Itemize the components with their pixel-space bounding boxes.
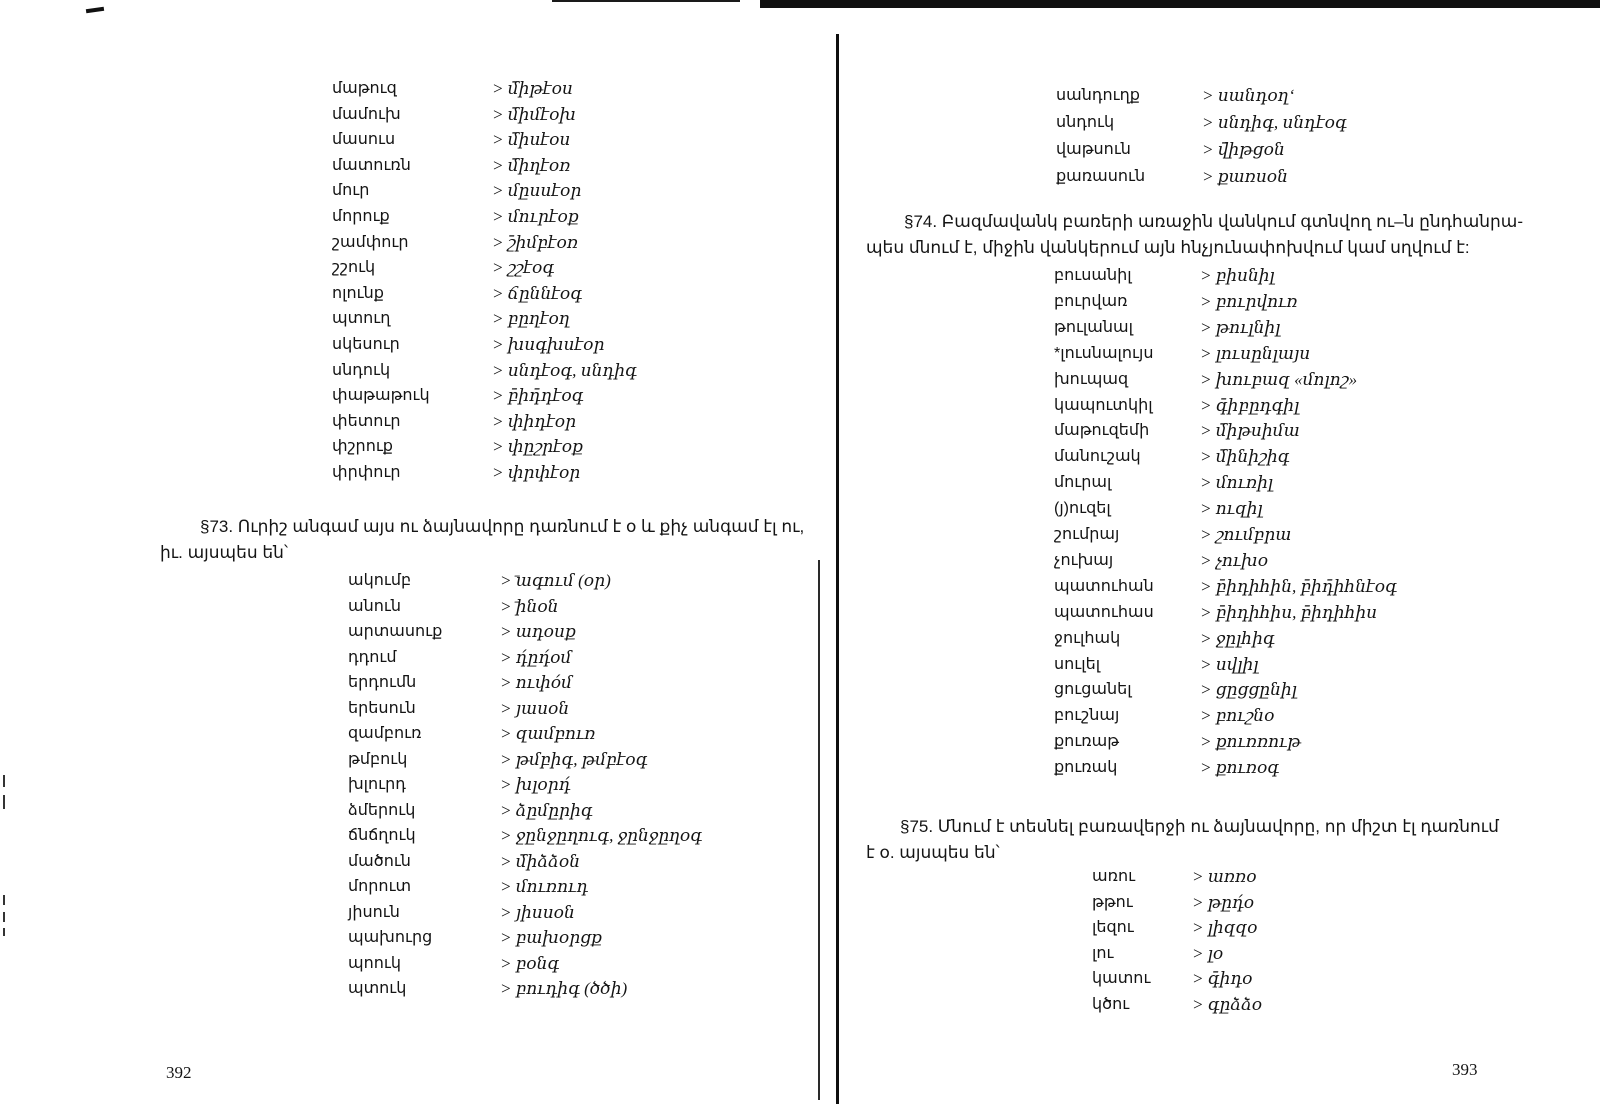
source-word: սուլել bbox=[1054, 656, 1101, 673]
dialect-form: > թուլնիլ bbox=[1200, 318, 1281, 337]
book-spine bbox=[836, 34, 839, 1104]
paragraph-75-line-2: է օ. այսպես են՝ bbox=[866, 843, 1000, 862]
source-word: մուրալ bbox=[1054, 474, 1112, 491]
source-word: ոլունք bbox=[332, 285, 384, 302]
paragraph-74-line-2: պես մնում է, միջին վանկերում այն հնչյունափոխվում կամ սղվում է: bbox=[866, 238, 1470, 257]
source-word: շամփուր bbox=[332, 234, 409, 251]
source-word: մուր bbox=[332, 182, 370, 199]
dialect-form: > դ́ըդ́օմ bbox=[500, 648, 572, 667]
dialect-form: > ձըմըրիգ bbox=[500, 801, 593, 820]
dialect-form: > գ̄իդօ bbox=[1192, 969, 1253, 988]
source-word: մանուշակ bbox=[1054, 448, 1141, 465]
source-word: պատուհան bbox=[1054, 578, 1154, 595]
source-word: սնդուկ bbox=[1056, 114, 1115, 131]
source-word: կապուտկիլ bbox=[1054, 397, 1153, 414]
dialect-form: > փըշրէօք bbox=[492, 437, 583, 456]
dialect-form: > մ̄իմէօխ bbox=[492, 105, 576, 124]
source-word: վաթսուն bbox=[1056, 141, 1131, 158]
dialect-form: > լիզզօ bbox=[1192, 918, 1258, 937]
dialect-form: > յիսսօն bbox=[500, 903, 575, 922]
dialect-form: > բ̄իդիհիս, բ̄իդիհիս bbox=[1200, 603, 1378, 622]
dialect-form: > յասօն bbox=[500, 699, 570, 718]
dialect-form: > փրփէօր bbox=[492, 463, 581, 482]
dialect-form: > ̄ինօն bbox=[500, 597, 559, 616]
dialect-form: > չուխօ bbox=[1200, 551, 1269, 570]
source-word: *լուսնալույս bbox=[1054, 345, 1154, 362]
dialect-form: > շշէօգ bbox=[492, 258, 555, 277]
dialect-form: > առռօ bbox=[1192, 867, 1257, 886]
source-word: փշրուք bbox=[332, 438, 393, 455]
source-word: անուն bbox=[348, 598, 401, 615]
source-word: բուսանիլ bbox=[1054, 267, 1132, 284]
source-word: քուռաթ bbox=[1054, 733, 1120, 750]
source-word: չուխայ bbox=[1054, 552, 1114, 569]
dialect-form: > բըղէօղ bbox=[492, 309, 570, 328]
dialect-form: > շումբրա bbox=[1200, 525, 1292, 544]
source-word: պախուրց bbox=[348, 929, 433, 946]
dialect-form: > մ̄իձձօն bbox=[500, 852, 581, 871]
dialect-form: > բուշնօ bbox=[1200, 706, 1275, 725]
source-word: սկեսուր bbox=[332, 336, 400, 353]
source-word: երեսուն bbox=[348, 700, 416, 717]
source-word: արտասուք bbox=[348, 623, 443, 640]
page-number-left: 392 bbox=[166, 1063, 192, 1082]
dialect-form: > թմբիգ, թմբէօգ bbox=[500, 750, 648, 769]
paragraph-73-line-1: §73. Ուրիշ անգամ այս ու ձայնավորը դառնում է օ և քիչ անգամ էլ ու, bbox=[200, 517, 805, 536]
source-word: խլուրդ bbox=[348, 776, 406, 793]
source-word: քառասուն bbox=[1056, 168, 1146, 185]
dialect-form: > խսգխսէօր bbox=[492, 335, 605, 354]
source-word: փետուր bbox=[332, 413, 401, 430]
dialect-form: > սվլիլ bbox=[1200, 655, 1259, 674]
dialect-form: > ցըցցընիլ bbox=[1200, 680, 1297, 699]
dialect-form: > ադօսք bbox=[500, 622, 576, 641]
source-word: ճնճղուկ bbox=[348, 827, 416, 844]
source-word: մատուռն bbox=[332, 157, 411, 174]
dialect-form: > բ̄իդ̄դէօգ bbox=[492, 386, 584, 405]
dialect-form: > բուրվուռ bbox=[1200, 292, 1298, 311]
dialect-form: > մ̄իթսիմա bbox=[1200, 421, 1300, 440]
dialect-form: > մուռուդ bbox=[500, 877, 589, 896]
right-page bbox=[840, 0, 1600, 1106]
dialect-form: > ջընջըղուգ, ջընջըղօգ bbox=[500, 826, 703, 845]
dialect-form: > փիդէօր bbox=[492, 412, 577, 431]
paragraph-73-line-2: իւ. այսպես են՝ bbox=[160, 543, 288, 562]
source-word: սնդուկ bbox=[332, 362, 391, 379]
page-number-right: 393 bbox=[1452, 1060, 1478, 1079]
source-word: մածուն bbox=[348, 853, 411, 870]
dialect-form: > քուռռութ bbox=[1200, 732, 1301, 751]
dialect-form: > ուփօ́մ bbox=[500, 673, 573, 692]
dialect-form: > խուբազ «մոլոշ» bbox=[1200, 370, 1358, 389]
source-word: առու bbox=[1092, 868, 1136, 885]
source-word: սանդուղք bbox=[1056, 87, 1140, 104]
source-word: թուլանալ bbox=[1054, 319, 1133, 336]
source-word: ակումբ bbox=[348, 572, 412, 589]
dialect-form: > մուռիլ bbox=[1200, 473, 1274, 492]
dialect-form: > բօնգ bbox=[500, 954, 560, 973]
dialect-form: > ուզիլ bbox=[1200, 499, 1263, 518]
source-word: մորուք bbox=[332, 208, 390, 225]
source-word: դդում bbox=[348, 649, 397, 666]
source-word: շումրայ bbox=[1054, 526, 1120, 543]
dialect-form: > բիսնիլ bbox=[1200, 266, 1275, 285]
source-word: երդումն bbox=[348, 674, 417, 691]
dialect-form: > սնդէօգ, սնդիգ bbox=[492, 361, 637, 380]
source-word: զամբուռ bbox=[348, 725, 422, 742]
dialect-form: > բախօրցք bbox=[500, 928, 602, 947]
dialect-form: > սնդիգ, սնդէօգ bbox=[1202, 113, 1347, 132]
source-word: լու bbox=[1092, 945, 1114, 962]
dialect-form: > քուռօգ bbox=[1200, 758, 1280, 777]
dialect-form: > սանդօղ‘ bbox=[1202, 86, 1295, 105]
source-word: բուրվառ bbox=[1054, 293, 1128, 310]
source-word: թթու bbox=[1092, 894, 1133, 911]
dialect-form: > թըդ́օ bbox=[1192, 893, 1255, 912]
source-word: բուշնայ bbox=[1054, 707, 1120, 724]
dialect-form: > մ̄իթէօս bbox=[492, 79, 573, 98]
source-word: մաթուզ bbox=[332, 80, 397, 97]
dialect-form: > ջըլհիգ bbox=[1200, 629, 1275, 648]
dialect-form: > խլօրդ́ bbox=[500, 775, 571, 794]
source-word: լեզու bbox=[1092, 919, 1134, 936]
source-word: մամուխ bbox=[332, 106, 401, 123]
source-word: ցուցանել bbox=[1054, 681, 1132, 698]
dialect-form: > լուսընլայս bbox=[1200, 344, 1311, 363]
source-word: պոուկ bbox=[348, 955, 401, 972]
dialect-form: > լօ bbox=[1192, 944, 1224, 963]
dialect-form: > շ̄իմբէօռ bbox=[492, 233, 578, 252]
source-word: յիսուն bbox=[348, 904, 400, 921]
dialect-form: > մ̄իղէօռ bbox=[492, 156, 571, 175]
source-word: փաթաթուկ bbox=[332, 387, 430, 404]
source-word: ջուլհակ bbox=[1054, 630, 1121, 647]
source-word: կատու bbox=[1092, 970, 1151, 987]
paragraph-74-line-1: §74. Բազմավանկ բառերի առաջին վանկում գտնվող ու–ն ընդհանրա- bbox=[904, 212, 1524, 231]
dialect-form: > մըսսէօր bbox=[492, 181, 582, 200]
source-word: մաթուզեմի bbox=[1054, 422, 1150, 439]
dialect-form: > ճըննէօգ bbox=[492, 284, 583, 303]
dialect-form: > ̄ագում (օր) bbox=[500, 571, 611, 590]
source-word: մասուս bbox=[332, 131, 396, 148]
dialect-form: > գըձձօ bbox=[1192, 995, 1263, 1014]
source-word: փրփուր bbox=[332, 464, 401, 481]
source-word: խուպազ bbox=[1054, 371, 1129, 388]
source-word: կծու bbox=[1092, 996, 1130, 1013]
dialect-form: > վ̄իթցօն bbox=[1202, 140, 1285, 159]
source-word: (յ)ուզել bbox=[1054, 500, 1111, 517]
dialect-form: > քառսօն bbox=[1202, 167, 1288, 186]
source-word: պատուհաս bbox=[1054, 604, 1154, 621]
dialect-form: > բուդիգ (ծծի) bbox=[500, 979, 628, 998]
source-word: քուռակ bbox=[1054, 759, 1118, 776]
source-word: ձմերուկ bbox=[348, 802, 416, 819]
source-word: պտուղ bbox=[332, 310, 391, 327]
dialect-form: > մուրէօք bbox=[492, 207, 579, 226]
dialect-form: > մ̄իսէօս bbox=[492, 130, 571, 149]
source-word: թմբուկ bbox=[348, 751, 408, 768]
dialect-form: > մ̄ինիշիգ bbox=[1200, 447, 1290, 466]
dialect-form: > գ̄իբըդգիլ bbox=[1200, 396, 1300, 415]
dialect-form: > զամբուռ bbox=[500, 724, 596, 743]
source-word: շշուկ bbox=[332, 259, 376, 276]
dialect-form: > բ̄իդիհին, բ̄իդ̄իհնէօգ bbox=[1200, 577, 1397, 596]
paragraph-75-line-1: §75. Մնում է տեսնել բառավերջի ու ձայնավորը, որ միշտ էլ դառնում bbox=[900, 817, 1499, 836]
source-word: պտուկ bbox=[348, 980, 407, 997]
source-word: մորուտ bbox=[348, 878, 412, 895]
